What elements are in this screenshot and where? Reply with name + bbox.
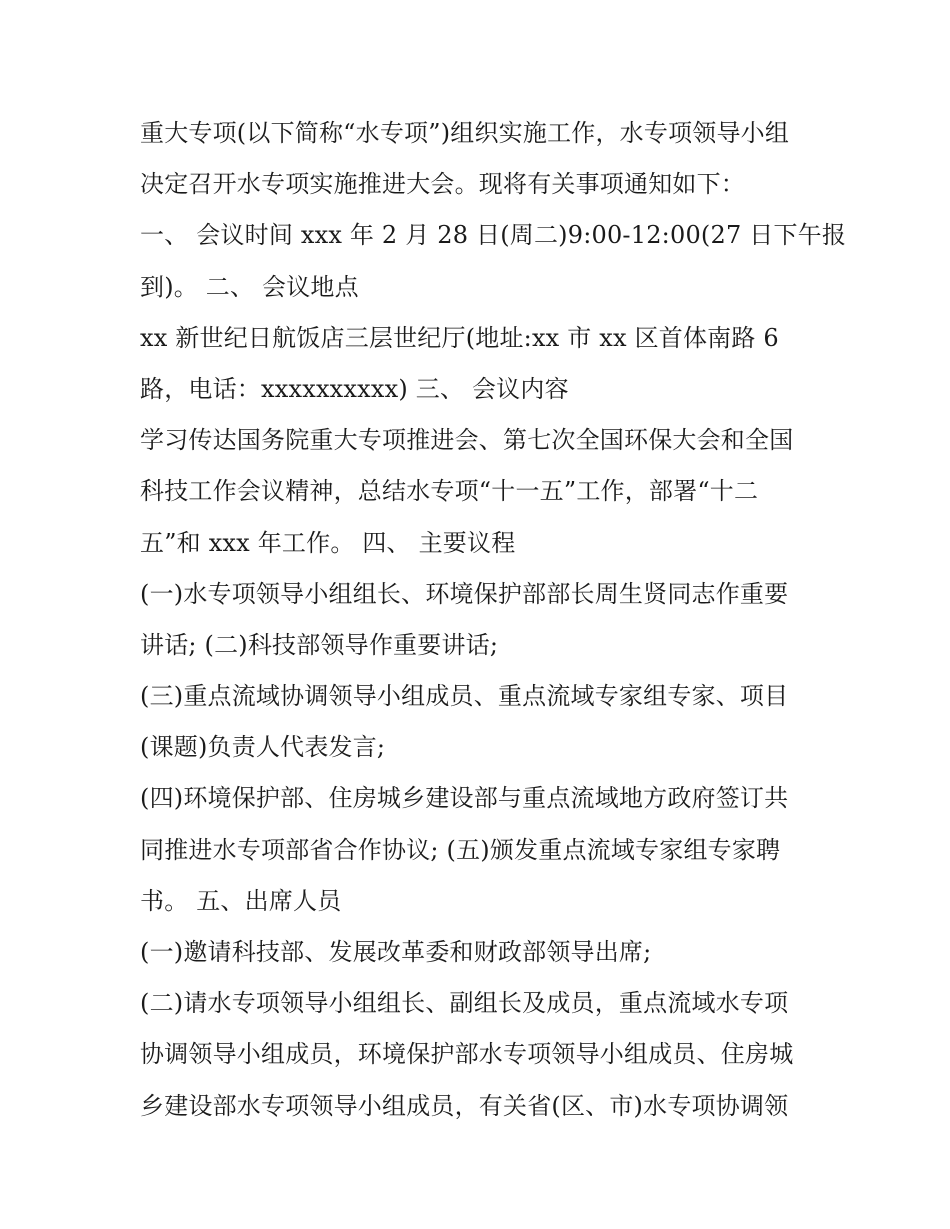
text-line: 五”和 xxx 年工作。 四、 主要议程 [140, 528, 516, 557]
text-line: 决定召开水专项实施推进大会。现将有关事项通知如下： [140, 170, 745, 199]
text-line: xx 新世纪日航饭店三层世纪厅(地址:xx 市 xx 区首体南路 6 [140, 323, 779, 352]
text-line: 到)。 二、 会议地点 [140, 272, 359, 301]
text-line: 科技工作会议精神，总结水专项“十一五”工作，部署“十二 [140, 477, 759, 506]
text-line: 乡建设部水专项领导小组成员，有关省(区、市)水专项协调领 [140, 1091, 789, 1120]
text-line: 书。 五、出席人员 [140, 886, 342, 915]
text-line: (二)请水专项领导小组组长、副组长及成员，重点流域水专项 [140, 989, 789, 1018]
document-body [140, 108, 847, 1132]
text-line: 讲话; (二)科技部领导作重要讲话; [140, 630, 499, 659]
text-line: (课题)负责人代表发言; [140, 733, 386, 762]
text-line: 重大专项(以下简称“水专项”)组织实施工作，水专项领导小组 [140, 119, 790, 147]
text-line: (一)水专项领导小组组长、环境保护部部长周生贤同志作重要 [140, 579, 789, 608]
text-line: 路，电话：xxxxxxxxxx) 三、 会议内容 [140, 374, 569, 403]
text-line: (三)重点流域协调领导小组成员、重点流域专家组专家、项目 [140, 682, 789, 711]
text-line: 学习传达国务院重大专项推进会、第七次全国环保大会和全国 [140, 426, 794, 455]
text-line: 同推进水专项部省合作协议; (五)颁发重点流域专家组专家聘 [140, 835, 781, 864]
text-line: 一、 会议时间 xxx 年 2 月 28 日(周二)9:00-12:00(27 日下午报 [140, 221, 847, 250]
text-line: 协调领导小组成员，环境保护部水专项领导小组成员、住房城 [140, 1040, 794, 1069]
text-line: (四)环境保护部、住房城乡建设部与重点流域地方政府签订共 [140, 784, 789, 813]
text-line: (一)邀请科技部、发展改革委和财政部领导出席; [140, 938, 652, 966]
